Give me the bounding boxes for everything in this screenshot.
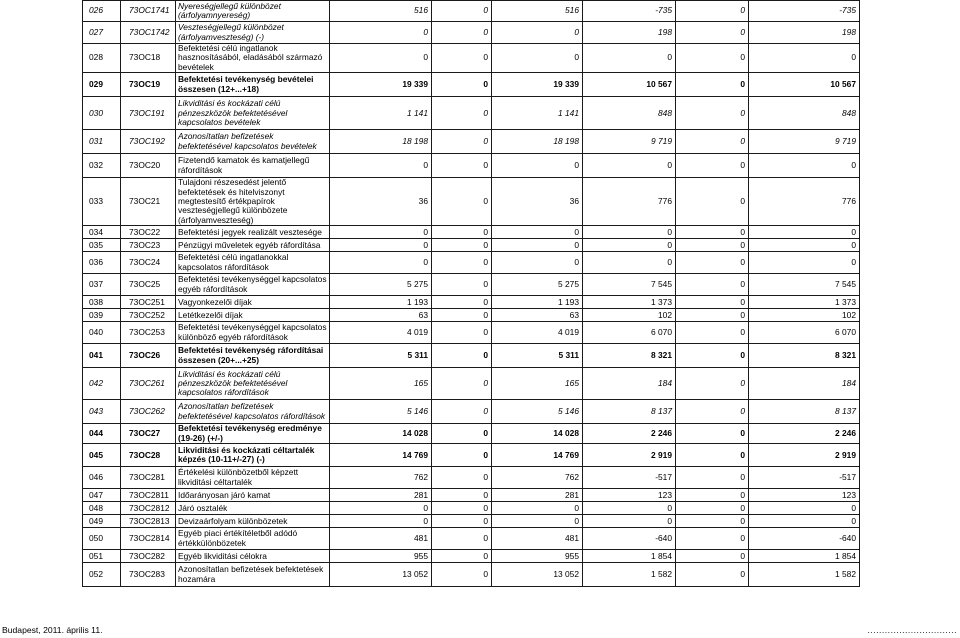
cell-value-2: 0	[432, 22, 492, 44]
cell-nr: 052	[83, 563, 121, 587]
cell-value-2: 0	[432, 274, 492, 296]
cell-nr: 033	[83, 178, 121, 226]
cell-value-6: 0	[749, 44, 860, 73]
cell-value-1: 1 193	[330, 296, 432, 309]
data-table	[82, 0, 860, 587]
cell-value-5: 0	[676, 252, 749, 274]
table-row	[83, 563, 860, 587]
table-row	[83, 22, 860, 44]
cell-value-4: 1 854	[583, 550, 676, 563]
cell-nr: 050	[83, 528, 121, 550]
cell-value-5: 0	[676, 400, 749, 424]
cell-value-2: 0	[432, 515, 492, 528]
cell-value-3: 481	[492, 528, 583, 550]
cell-value-5: 0	[676, 44, 749, 73]
cell-value-6: 102	[749, 309, 860, 322]
cell-value-3: 36	[492, 178, 583, 226]
cell-description: Egyéb likviditási célokra	[176, 550, 330, 563]
cell-value-1: 516	[330, 1, 432, 22]
cell-value-5: 0	[676, 239, 749, 252]
cell-nr: 049	[83, 515, 121, 528]
cell-code: 73OC18	[121, 44, 176, 73]
cell-value-4: 0	[583, 44, 676, 73]
cell-value-6: 776	[749, 178, 860, 226]
cell-nr: 039	[83, 309, 121, 322]
cell-nr: 042	[83, 368, 121, 400]
cell-value-2: 0	[432, 467, 492, 489]
table-row	[83, 73, 860, 97]
table-row	[83, 515, 860, 528]
cell-nr: 048	[83, 502, 121, 515]
cell-value-4: 0	[583, 515, 676, 528]
cell-value-1: 955	[330, 550, 432, 563]
cell-value-2: 0	[432, 296, 492, 309]
cell-code: 73OC1741	[121, 1, 176, 22]
cell-value-1: 18 198	[330, 130, 432, 154]
cell-value-2: 0	[432, 178, 492, 226]
cell-code: 73OC20	[121, 154, 176, 178]
cell-value-5: 0	[676, 515, 749, 528]
cell-value-5: 0	[676, 130, 749, 154]
cell-value-6: 7 545	[749, 274, 860, 296]
cell-value-4: 1 373	[583, 296, 676, 309]
cell-code: 73OC2812	[121, 502, 176, 515]
cell-code: 73OC28	[121, 444, 176, 467]
cell-value-5: 0	[676, 424, 749, 444]
cell-value-1: 4 019	[330, 322, 432, 344]
cell-value-4: -517	[583, 467, 676, 489]
cell-value-5: 0	[676, 97, 749, 130]
cell-code: 73OC253	[121, 322, 176, 344]
cell-value-2: 0	[432, 309, 492, 322]
cell-value-6: 0	[749, 154, 860, 178]
cell-value-6: -735	[749, 1, 860, 22]
table-row	[83, 44, 860, 73]
cell-nr: 041	[83, 344, 121, 368]
cell-value-6: 198	[749, 22, 860, 44]
cell-code: 73OC27	[121, 424, 176, 444]
cell-value-6: 0	[749, 239, 860, 252]
cell-code: 73OC26	[121, 344, 176, 368]
cell-nr: 035	[83, 239, 121, 252]
cell-value-2: 0	[432, 226, 492, 239]
cell-value-6: 1 373	[749, 296, 860, 309]
cell-value-2: 0	[432, 1, 492, 22]
cell-value-4: 2 246	[583, 424, 676, 444]
cell-code: 73OC25	[121, 274, 176, 296]
cell-value-4: 8 137	[583, 400, 676, 424]
cell-nr: 043	[83, 400, 121, 424]
cell-value-4: 848	[583, 97, 676, 130]
cell-value-3: 955	[492, 550, 583, 563]
cell-value-3: 0	[492, 44, 583, 73]
cell-value-2: 0	[432, 489, 492, 502]
cell-value-3: 14 028	[492, 424, 583, 444]
cell-value-2: 0	[432, 444, 492, 467]
cell-value-5: 0	[676, 296, 749, 309]
cell-description: Likviditási és kockázati célú pénzeszközök befektetésével kapcsolatos ráfordítások	[176, 368, 330, 400]
cell-value-6: 848	[749, 97, 860, 130]
cell-value-5: 0	[676, 1, 749, 22]
cell-description: Befektetési tevékenység eredménye (19-26) (+/-)	[176, 424, 330, 444]
cell-code: 73OC1742	[121, 22, 176, 44]
cell-value-1: 0	[330, 239, 432, 252]
cell-nr: 028	[83, 44, 121, 73]
cell-value-4: 0	[583, 252, 676, 274]
cell-value-3: 762	[492, 467, 583, 489]
table-row	[83, 239, 860, 252]
cell-value-2: 0	[432, 44, 492, 73]
cell-description: Időarányosan járó kamat	[176, 489, 330, 502]
cell-code: 73OC282	[121, 550, 176, 563]
cell-value-2: 0	[432, 130, 492, 154]
cell-description: Letétkezelői díjak	[176, 309, 330, 322]
cell-value-3: 0	[492, 154, 583, 178]
table-row	[83, 130, 860, 154]
cell-value-4: 1 582	[583, 563, 676, 587]
cell-code: 73OC281	[121, 467, 176, 489]
cell-description: Befektetési tevékenységgel kapcsolatos egyéb ráfordítások	[176, 274, 330, 296]
cell-value-3: 5 275	[492, 274, 583, 296]
cell-description: Fizetendő kamatok és kamatjellegű ráfordítások	[176, 154, 330, 178]
cell-value-3: 0	[492, 515, 583, 528]
cell-value-1: 19 339	[330, 73, 432, 97]
cell-value-4: -735	[583, 1, 676, 22]
cell-value-4: 184	[583, 368, 676, 400]
cell-value-4: 6 070	[583, 322, 676, 344]
cell-code: 73OC2811	[121, 489, 176, 502]
cell-value-1: 0	[330, 44, 432, 73]
cell-value-1: 36	[330, 178, 432, 226]
cell-description: Befektetési célú ingatlanok hasznosításából, eladásából származó bevételek	[176, 44, 330, 73]
cell-nr: 047	[83, 489, 121, 502]
cell-value-3: 13 052	[492, 563, 583, 587]
cell-value-1: 14 028	[330, 424, 432, 444]
cell-value-6: -640	[749, 528, 860, 550]
cell-description: Befektetési tevékenység ráfordításai összesen (20+...+25)	[176, 344, 330, 368]
cell-value-4: 776	[583, 178, 676, 226]
cell-value-6: 0	[749, 252, 860, 274]
cell-value-3: 0	[492, 239, 583, 252]
cell-code: 73OC24	[121, 252, 176, 274]
table-row	[83, 274, 860, 296]
cell-code: 73OC21	[121, 178, 176, 226]
cell-nr: 051	[83, 550, 121, 563]
cell-value-5: 0	[676, 22, 749, 44]
table-row	[83, 400, 860, 424]
cell-value-3: 5 311	[492, 344, 583, 368]
cell-description: Befektetési célú ingatlanokkal kapcsolatos ráfordítások	[176, 252, 330, 274]
cell-value-3: 281	[492, 489, 583, 502]
table-row	[83, 97, 860, 130]
cell-value-2: 0	[432, 563, 492, 587]
cell-value-2: 0	[432, 528, 492, 550]
cell-description: Likviditási és kockázati céltartalék képzés (10-11+/-27) (-)	[176, 444, 330, 467]
cell-value-3: 1 141	[492, 97, 583, 130]
cell-code: 73OC262	[121, 400, 176, 424]
cell-value-5: 0	[676, 154, 749, 178]
cell-description: Veszteségjellegű különbözet (árfolyamveszteség) (-)	[176, 22, 330, 44]
cell-code: 73OC192	[121, 130, 176, 154]
cell-description: Vagyonkezelői díjak	[176, 296, 330, 309]
cell-value-6: 0	[749, 226, 860, 239]
cell-nr: 029	[83, 73, 121, 97]
cell-value-1: 0	[330, 154, 432, 178]
cell-description: Azonosítatlan befizetések befektetésével kapcsolatos ráfordítások	[176, 400, 330, 424]
table-row	[83, 467, 860, 489]
table-row	[83, 368, 860, 400]
cell-value-6: 2 246	[749, 424, 860, 444]
cell-value-5: 0	[676, 178, 749, 226]
cell-value-4: 0	[583, 502, 676, 515]
cell-value-6: 8 137	[749, 400, 860, 424]
cell-nr: 044	[83, 424, 121, 444]
table-row	[83, 252, 860, 274]
cell-value-3: 0	[492, 252, 583, 274]
cell-value-1: 281	[330, 489, 432, 502]
cell-value-2: 0	[432, 252, 492, 274]
cell-value-5: 0	[676, 528, 749, 550]
cell-value-1: 0	[330, 502, 432, 515]
table-row	[83, 322, 860, 344]
table-row	[83, 550, 860, 563]
table-row	[83, 226, 860, 239]
cell-value-4: 0	[583, 239, 676, 252]
cell-value-2: 0	[432, 344, 492, 368]
cell-value-1: 5 311	[330, 344, 432, 368]
cell-value-1: 481	[330, 528, 432, 550]
cell-value-6: 1 582	[749, 563, 860, 587]
cell-code: 73OC23	[121, 239, 176, 252]
cell-value-1: 165	[330, 368, 432, 400]
cell-value-3: 165	[492, 368, 583, 400]
cell-value-2: 0	[432, 400, 492, 424]
cell-value-4: 9 719	[583, 130, 676, 154]
cell-value-3: 63	[492, 309, 583, 322]
cell-code: 73OC22	[121, 226, 176, 239]
cell-value-4: 123	[583, 489, 676, 502]
table-row	[83, 344, 860, 368]
cell-value-3: 5 146	[492, 400, 583, 424]
cell-value-5: 0	[676, 309, 749, 322]
cell-nr: 032	[83, 154, 121, 178]
table-row	[83, 424, 860, 444]
cell-value-4: 2 919	[583, 444, 676, 467]
cell-nr: 027	[83, 22, 121, 44]
cell-value-4: 0	[583, 154, 676, 178]
cell-nr: 030	[83, 97, 121, 130]
cell-value-1: 762	[330, 467, 432, 489]
cell-nr: 038	[83, 296, 121, 309]
cell-value-6: 123	[749, 489, 860, 502]
cell-value-5: 0	[676, 226, 749, 239]
cell-value-2: 0	[432, 154, 492, 178]
cell-value-1: 63	[330, 309, 432, 322]
cell-value-1: 1 141	[330, 97, 432, 130]
cell-value-6: 184	[749, 368, 860, 400]
cell-description: Azonosítatlan befizetések befektetések hozamára	[176, 563, 330, 587]
cell-value-6: 9 719	[749, 130, 860, 154]
cell-value-1: 0	[330, 226, 432, 239]
cell-value-5: 0	[676, 274, 749, 296]
cell-code: 73OC191	[121, 97, 176, 130]
cell-description: Pénzügyi műveletek egyéb ráfordítása	[176, 239, 330, 252]
cell-nr: 034	[83, 226, 121, 239]
cell-code: 73OC251	[121, 296, 176, 309]
table-row	[83, 178, 860, 226]
cell-value-3: 0	[492, 502, 583, 515]
cell-description: Egyéb piaci értékítéletből adódó értékkülönbözetek	[176, 528, 330, 550]
cell-value-5: 0	[676, 444, 749, 467]
cell-value-2: 0	[432, 239, 492, 252]
cell-value-3: 18 198	[492, 130, 583, 154]
cell-value-3: 516	[492, 1, 583, 22]
table-row	[83, 528, 860, 550]
cell-description: Befektetési tevékenység bevételei összesen (12+...+18)	[176, 73, 330, 97]
cell-value-5: 0	[676, 502, 749, 515]
cell-value-3: 0	[492, 226, 583, 239]
cell-value-5: 0	[676, 73, 749, 97]
cell-value-2: 0	[432, 550, 492, 563]
cell-description: Befektetési jegyek realizált vesztesége	[176, 226, 330, 239]
table-row	[83, 489, 860, 502]
cell-value-3: 0	[492, 22, 583, 44]
cell-value-1: 13 052	[330, 563, 432, 587]
cell-value-4: 7 545	[583, 274, 676, 296]
cell-description: Nyereségjellegű különbözet (árfolyamnyereség)	[176, 1, 330, 22]
cell-code: 73OC283	[121, 563, 176, 587]
cell-code: 73OC19	[121, 73, 176, 97]
cell-description: Járó osztalék	[176, 502, 330, 515]
cell-value-3: 14 769	[492, 444, 583, 467]
cell-code: 73OC252	[121, 309, 176, 322]
footer-signature-line: ...............................	[867, 625, 957, 635]
footer-date: Budapest, 2011. április 11.	[2, 625, 103, 635]
cell-value-2: 0	[432, 97, 492, 130]
table-row	[83, 296, 860, 309]
table-row	[83, 502, 860, 515]
cell-nr: 037	[83, 274, 121, 296]
cell-code: 73OC261	[121, 368, 176, 400]
cell-nr: 026	[83, 1, 121, 22]
cell-value-5: 0	[676, 489, 749, 502]
cell-value-1: 5 275	[330, 274, 432, 296]
cell-value-1: 0	[330, 515, 432, 528]
cell-description: Tulajdoni részesedést jelentő befektetések és hitelviszonyt megtestesítő értékpapírok veszteségjellegű különbözete (árfolyamveszteség)	[176, 178, 330, 226]
cell-value-4: 198	[583, 22, 676, 44]
cell-value-4: 10 567	[583, 73, 676, 97]
cell-description: Befektetési tevékenységgel kapcsolatos különböző egyéb ráfordítások	[176, 322, 330, 344]
cell-nr: 046	[83, 467, 121, 489]
cell-description: Devizaárfolyam különbözetek	[176, 515, 330, 528]
cell-value-6: 8 321	[749, 344, 860, 368]
cell-value-2: 0	[432, 368, 492, 400]
cell-nr: 036	[83, 252, 121, 274]
cell-value-2: 0	[432, 73, 492, 97]
cell-value-6: 0	[749, 502, 860, 515]
cell-value-4: 0	[583, 226, 676, 239]
cell-value-6: 2 919	[749, 444, 860, 467]
cell-value-1: 0	[330, 22, 432, 44]
cell-nr: 045	[83, 444, 121, 467]
cell-value-5: 0	[676, 550, 749, 563]
cell-code: 73OC2813	[121, 515, 176, 528]
cell-description: Értékelési különbözetből képzett likviditási céltartalék	[176, 467, 330, 489]
cell-value-2: 0	[432, 322, 492, 344]
cell-value-3: 19 339	[492, 73, 583, 97]
cell-value-5: 0	[676, 467, 749, 489]
cell-value-1: 0	[330, 252, 432, 274]
table-row	[83, 154, 860, 178]
cell-value-4: 102	[583, 309, 676, 322]
cell-description: Azonosítatlan befizetések befektetésével kapcsolatos bevételek	[176, 130, 330, 154]
table-row	[83, 1, 860, 22]
cell-value-1: 5 146	[330, 400, 432, 424]
cell-value-5: 0	[676, 322, 749, 344]
cell-value-6: 1 854	[749, 550, 860, 563]
cell-nr: 040	[83, 322, 121, 344]
cell-value-2: 0	[432, 424, 492, 444]
cell-value-5: 0	[676, 563, 749, 587]
cell-value-6: 0	[749, 515, 860, 528]
cell-value-3: 4 019	[492, 322, 583, 344]
cell-description: Likviditási és kockázati célú pénzeszközök befektetésével kapcsolatos bevételek	[176, 97, 330, 130]
cell-value-1: 14 769	[330, 444, 432, 467]
cell-value-4: 8 321	[583, 344, 676, 368]
cell-value-6: 10 567	[749, 73, 860, 97]
cell-code: 73OC2814	[121, 528, 176, 550]
table-row	[83, 309, 860, 322]
cell-value-5: 0	[676, 368, 749, 400]
cell-value-6: -517	[749, 467, 860, 489]
cell-value-2: 0	[432, 502, 492, 515]
cell-value-3: 1 193	[492, 296, 583, 309]
cell-value-4: -640	[583, 528, 676, 550]
cell-value-5: 0	[676, 344, 749, 368]
cell-nr: 031	[83, 130, 121, 154]
cell-value-6: 6 070	[749, 322, 860, 344]
table-row	[83, 444, 860, 467]
